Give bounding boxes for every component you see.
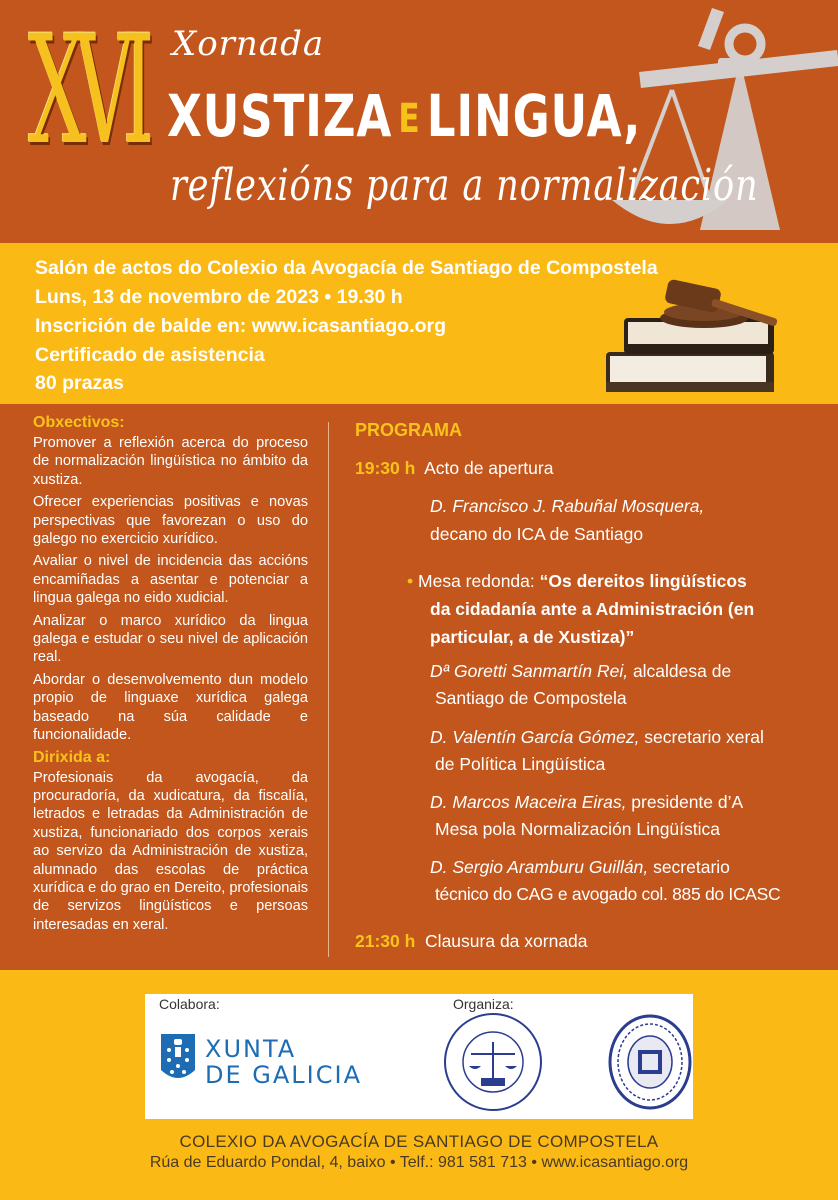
roundtable-line-1	[407, 571, 747, 592]
objective-item: Promover a reflexión acerca do proceso de normalización lingüística no ámbito da xustiza.	[33, 435, 308, 488]
xunta-shield-icon	[161, 1034, 195, 1086]
xunta-logo-line-2: DE GALICIA	[205, 1061, 362, 1089]
opening-title: Acto de apertura	[424, 458, 554, 478]
speaker-row	[430, 792, 743, 813]
main-title	[167, 82, 641, 150]
title-conjunction: E	[398, 96, 421, 142]
title-part-2: LINGUA,	[426, 82, 642, 150]
opening-role: decano do ICA de Santiago	[430, 524, 644, 544]
speaker-name: D. Valentín García Gómez,	[430, 727, 640, 747]
roman-numeral: XVI	[28, 4, 143, 178]
objectives-heading: Obxectivos:	[33, 414, 125, 431]
column-divider	[328, 422, 329, 957]
places: 80 prazas	[35, 372, 124, 394]
header-band	[0, 0, 838, 243]
audience-text: Profesionais da avogacía, da procuradoría, da xudicatura, da fiscalía, letrados e letradas da Administración de xustiza, funcionariado dos corpos xerais ao servizo da Administración de xustiza, alumnado das escolas de práctica xurídica e do grao en Dereito, profesionais de servizos lingüísticos e persoas interesadas en xeral.	[33, 769, 309, 933]
subtitle: reflexións para a normalización	[170, 160, 759, 211]
collaborates-label: Colabora:	[159, 996, 220, 1012]
speaker-role-2: Santiago de Compostela	[435, 688, 627, 708]
roundtable-prefix: Mesa redonda:	[418, 571, 540, 591]
venue: Salón de actos do Colexio da Avogacía de Santiago de Compostela	[35, 257, 658, 279]
xunta-logo-line-1: XUNTA	[205, 1035, 297, 1063]
footer-organization: COLEXIO DA AVOGACÍA DE SANTIAGO DE COMPOSTELA	[179, 1132, 659, 1151]
sponsors-panel	[145, 994, 693, 1119]
speaker-row	[430, 857, 730, 878]
footer-address[interactable]: Rúa de Eduardo Pondal, 4, baixo • Telf.: 981 581 713 • www.icasantiago.org	[149, 1154, 689, 1171]
speaker-role-2: de Política Lingüística	[435, 754, 606, 774]
speaker-name: D. Marcos Maceira Eiras,	[430, 792, 627, 812]
bar-association-seal-icon	[607, 1012, 693, 1112]
opening-speaker: D. Francisco J. Rabuñal Mosquera,	[430, 496, 705, 516]
roundtable-title-1: “Os dereitos lingüísticos	[539, 571, 747, 591]
audience-heading: Dirixida a:	[33, 748, 111, 766]
closing-time: 21:30 h	[355, 931, 416, 951]
title-part-1: XUSTIZA	[167, 82, 393, 150]
speaker-role-2: Mesa pola Normalización Lingüística	[435, 819, 720, 839]
event-type: Xornada	[172, 24, 325, 64]
certificate: Certificado de asistencia	[35, 344, 265, 366]
left-column	[33, 414, 308, 938]
speaker-role: secretario	[648, 857, 730, 877]
objective-item: Analizar o marco xurídico da lingua galega e estudar o seu nivel de aplicación real.	[33, 612, 308, 666]
objective-item: Ofrecer experiencias positivas e novas perspectivas que favorezan o uso do galego no exercicio xurídico.	[33, 494, 308, 548]
speaker-name: D. Sergio Aramburu Guillán,	[430, 857, 649, 877]
opening-row	[355, 458, 553, 479]
closing-title: Clausura da xornada	[425, 931, 588, 951]
programme-heading: PROGRAMA	[355, 420, 462, 440]
books-gavel-icon	[604, 278, 784, 402]
speaker-row	[430, 661, 731, 682]
speaker-role: presidente d’A	[626, 792, 744, 812]
language-service-seal-icon	[441, 1010, 545, 1114]
objective-item: Abordar o desenvolvemento dun modelo propio de linguaxe xurídica galega baseado na súa calidade e funcionalidade.	[33, 671, 308, 744]
roundtable-title-3: particular, a de Xustiza)”	[430, 627, 635, 647]
registration[interactable]: Inscrición de balde en: www.icasantiago.org	[35, 315, 447, 337]
closing-row	[355, 931, 588, 952]
opening-time: 19:30 h	[355, 458, 416, 478]
organizes-label: Organiza:	[453, 996, 514, 1012]
bullet-icon: •	[407, 571, 414, 591]
speaker-name: Dª Goretti Sanmartín Rei,	[430, 661, 629, 681]
speaker-role: secretario xeral	[639, 727, 764, 747]
speaker-role-2: técnico do CAG e avogado col. 885 do ICASC	[435, 884, 781, 904]
date-time: Luns, 13 de novembro de 2023 • 19.30 h	[35, 286, 403, 308]
speaker-role: alcaldesa de	[628, 661, 732, 681]
roundtable-title-2: da cidadanía ante a Administración (en	[430, 599, 755, 619]
objective-item: Avaliar o nivel de incidencia das accións encamiñadas a asentar e potenciar a lingua galega no eido xudicial.	[33, 553, 308, 607]
speaker-row	[430, 727, 764, 748]
